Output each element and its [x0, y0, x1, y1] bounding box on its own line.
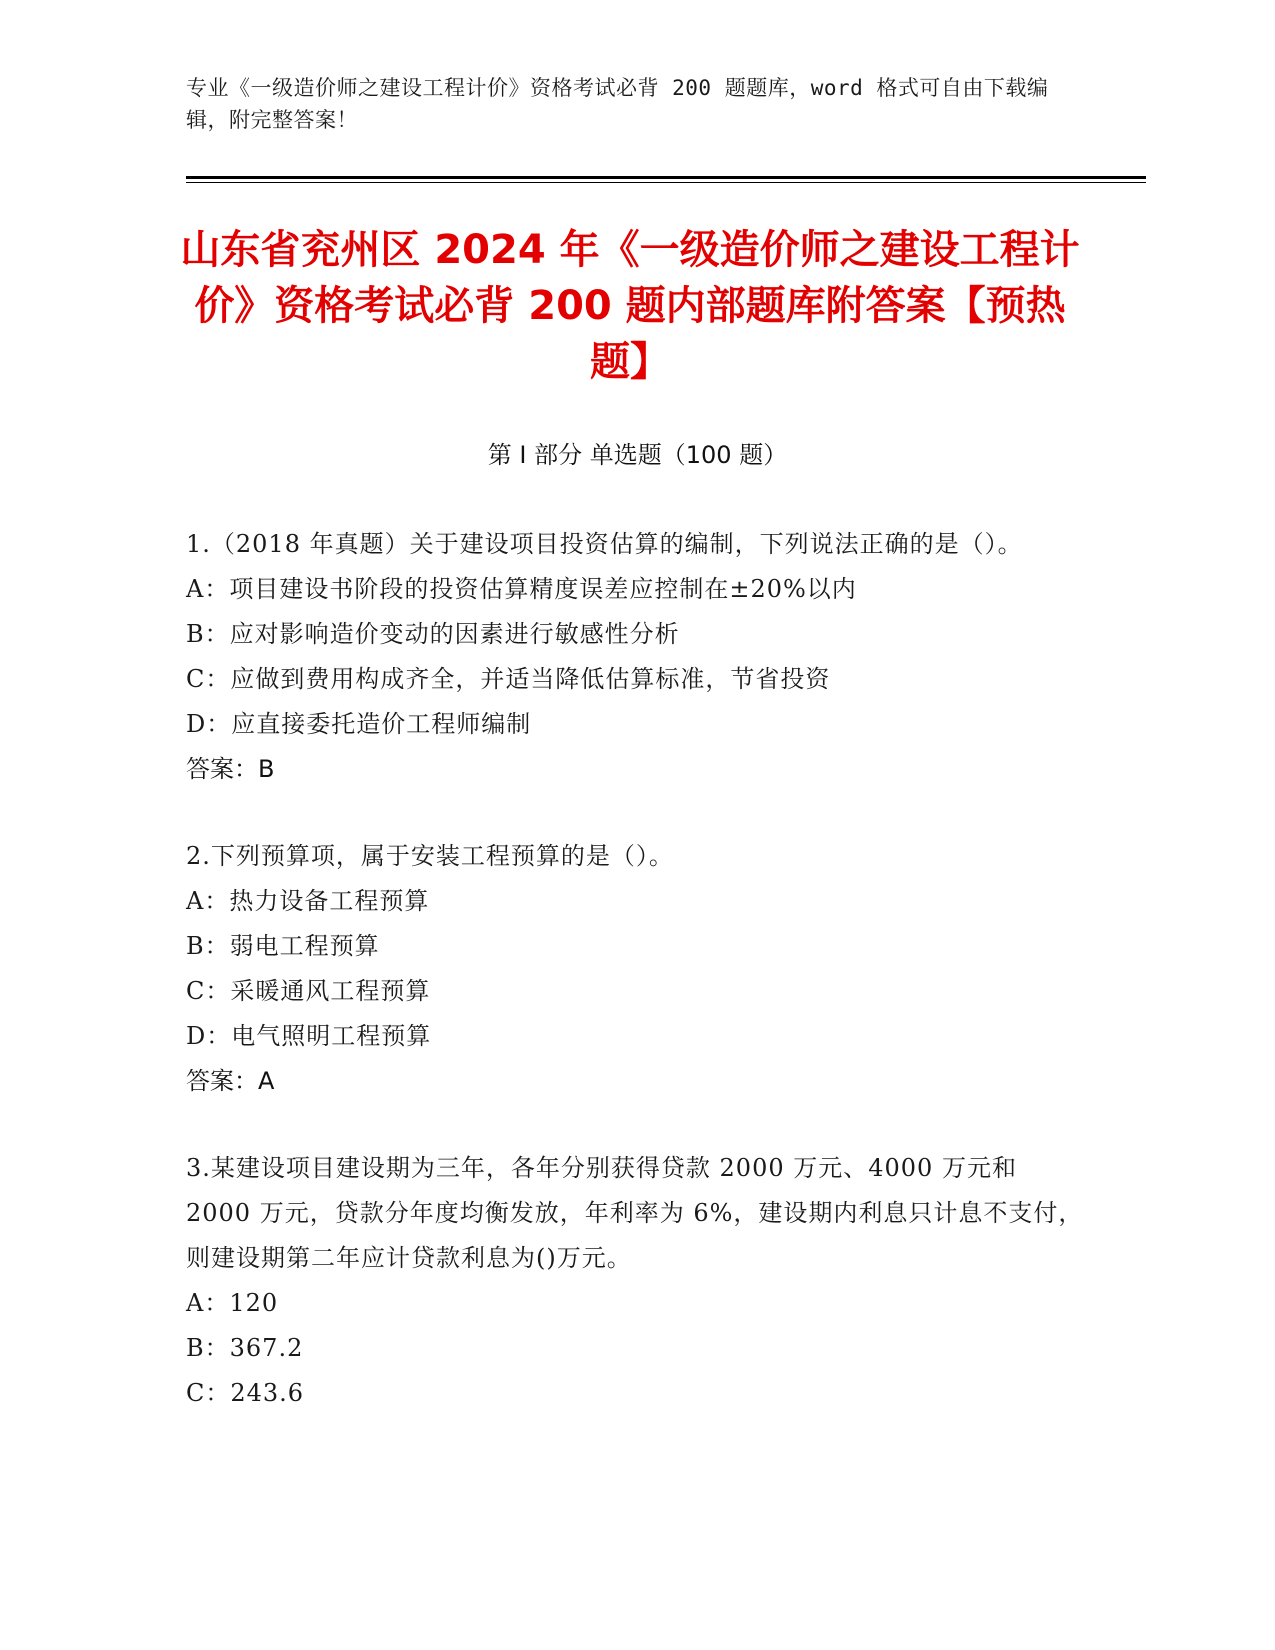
option-d: D：应直接委托造价工程师编制 — [186, 710, 532, 738]
question-stem: 3.某建设项目建设期为三年，各年分别获得贷款 2000 万元、4000 万元和 2000 万元，贷款分年度均衡发放，年利率为 6%，建设期内利息只计息不支付，则建设期第二年应计贷款利息为()万元。 — [186, 1154, 1084, 1272]
option-a: A：热力设备工程预算 — [186, 887, 430, 915]
option-a: A：项目建设书阶段的投资估算精度误差应控制在±20%以内 — [186, 575, 857, 603]
option-a: A：120 — [186, 1289, 279, 1317]
question-2 — [186, 834, 1086, 1104]
option-b: B：应对影响造价变动的因素进行敏感性分析 — [186, 620, 680, 648]
option-c: C：采暖通风工程预算 — [186, 977, 431, 1005]
option-d: D：电气照明工程预算 — [186, 1022, 432, 1050]
header-rule-thick — [186, 176, 1146, 179]
answer: 答案：A — [186, 1067, 275, 1095]
question-1 — [186, 522, 1086, 792]
option-c: C：243.6 — [186, 1379, 305, 1407]
question-stem: 1.（2018 年真题）关于建设项目投资估算的编制，下列说法正确的是（）。 — [186, 530, 1023, 558]
document-title: 山东省兖州区 2024 年《一级造价师之建设工程计价》资格考试必背 200 题内部题库附答案【预热题】 — [180, 227, 1080, 385]
section-title: 第 I 部分 单选题（100 题） — [487, 441, 788, 469]
option-b: B：367.2 — [186, 1334, 304, 1362]
header-note: 专业《一级造价师之建设工程计价》资格考试必背 200 题题库，word 格式可自由下载编辑，附完整答案！ — [186, 76, 1049, 132]
option-b: B：弱电工程预算 — [186, 932, 380, 960]
option-c: C：应做到费用构成齐全，并适当降低估算标准，节省投资 — [186, 665, 831, 693]
question-stem: 2.下列预算项，属于安装工程预算的是（）。 — [186, 842, 674, 870]
header-rule-thin — [186, 182, 1146, 183]
question-3 — [186, 1146, 1086, 1416]
question-list — [186, 522, 1086, 1458]
answer: 答案：B — [186, 755, 275, 783]
